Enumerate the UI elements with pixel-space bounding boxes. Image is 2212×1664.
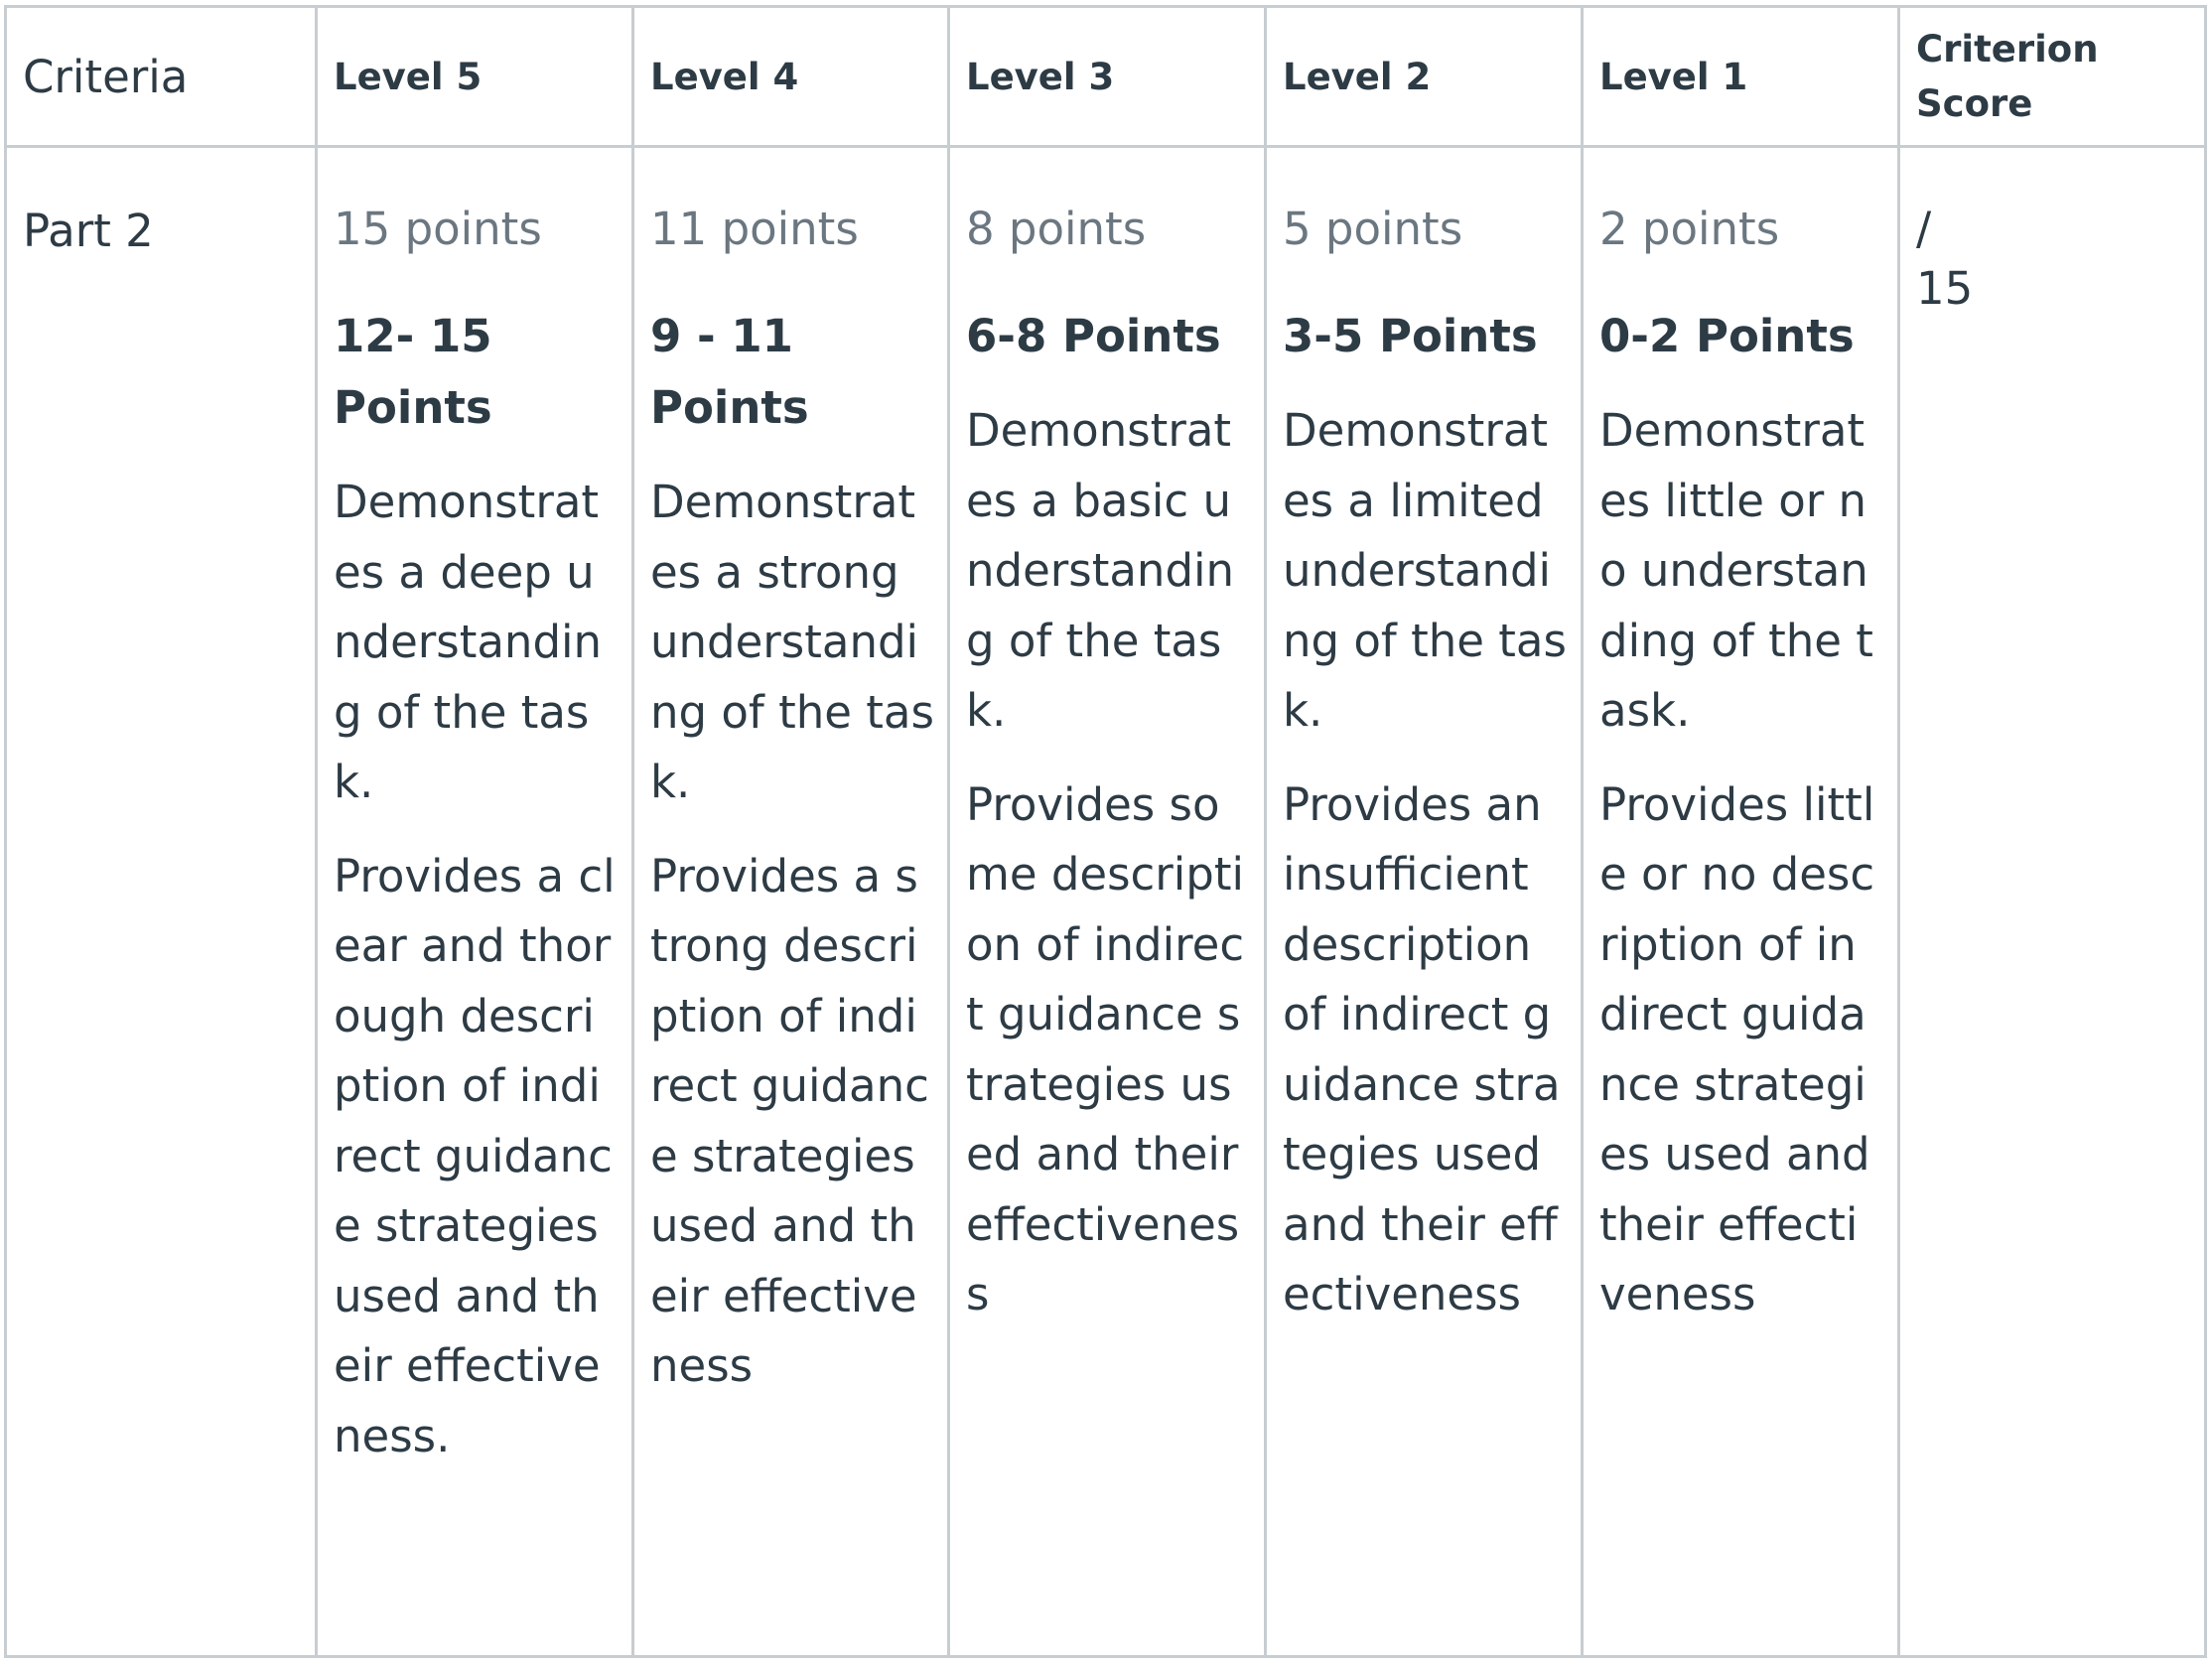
rating-points: 8 points bbox=[966, 203, 1147, 255]
column-divider bbox=[631, 8, 634, 1655]
rating-range: 3-5 Points bbox=[1283, 310, 1538, 362]
rating-description: Demonstrates a limited understanding of the task. bbox=[1283, 404, 1567, 737]
criterion-score-header-line1: Criterion bbox=[1916, 28, 2099, 70]
column-divider bbox=[315, 8, 318, 1655]
rating-description: Demonstrates a strong understanding of the task. bbox=[650, 476, 934, 808]
column-divider bbox=[947, 8, 950, 1655]
level-5-header: Level 5 bbox=[334, 55, 483, 98]
rating-description: Provides a strong description of indirect guidance strategies used and their effectiveness bbox=[650, 849, 929, 1392]
column-divider bbox=[1581, 8, 1584, 1655]
level-2-header: Level 2 bbox=[1283, 55, 1432, 98]
rating-description: Provides some description of indirect guidance strategies used and their effectiveness bbox=[966, 777, 1245, 1320]
rating-range: 0-2 Points bbox=[1599, 310, 1855, 362]
rating-range: 12- 15 Points bbox=[334, 310, 492, 434]
level-3-header: Level 3 bbox=[966, 55, 1115, 98]
rubric-table bbox=[4, 5, 2207, 1658]
rating-description: Provides a clear and thorough description of indirect guidance strategies used and their effectiveness. bbox=[334, 849, 616, 1462]
rating-range: 6-8 Points bbox=[966, 310, 1221, 362]
rating-description: Demonstrates little or no understanding of the task. bbox=[1599, 404, 1873, 737]
rating-range: 9 - 11 Points bbox=[650, 310, 809, 434]
rating-points: 5 points bbox=[1283, 203, 1463, 255]
column-divider bbox=[1264, 8, 1267, 1655]
level-1-header: Level 1 bbox=[1599, 55, 1748, 98]
rating-points: 11 points bbox=[650, 203, 859, 255]
column-divider bbox=[1897, 8, 1900, 1655]
rating-description: Provides an insufficient description of indirect guidance strategies used and their effectiveness bbox=[1283, 777, 1561, 1320]
criterion-score-header bbox=[1916, 8, 2099, 145]
criterion-score-header-line2: Score bbox=[1916, 82, 2033, 125]
criterion-score: / 15 bbox=[1916, 203, 1974, 315]
rating-description: Provides little or no description of indirect guidance strategies used and their effectiveness bbox=[1599, 777, 1875, 1320]
rating-points: 15 points bbox=[334, 203, 542, 255]
criteria-header: Criteria bbox=[23, 50, 189, 103]
rating-points: 2 points bbox=[1599, 203, 1780, 255]
criterion-name: Part 2 bbox=[23, 205, 154, 257]
rating-description: Demonstrates a deep understanding of the task. bbox=[334, 476, 603, 808]
rating-description: Demonstrates a basic understanding of the task. bbox=[966, 404, 1235, 737]
level-4-header: Level 4 bbox=[650, 55, 799, 98]
